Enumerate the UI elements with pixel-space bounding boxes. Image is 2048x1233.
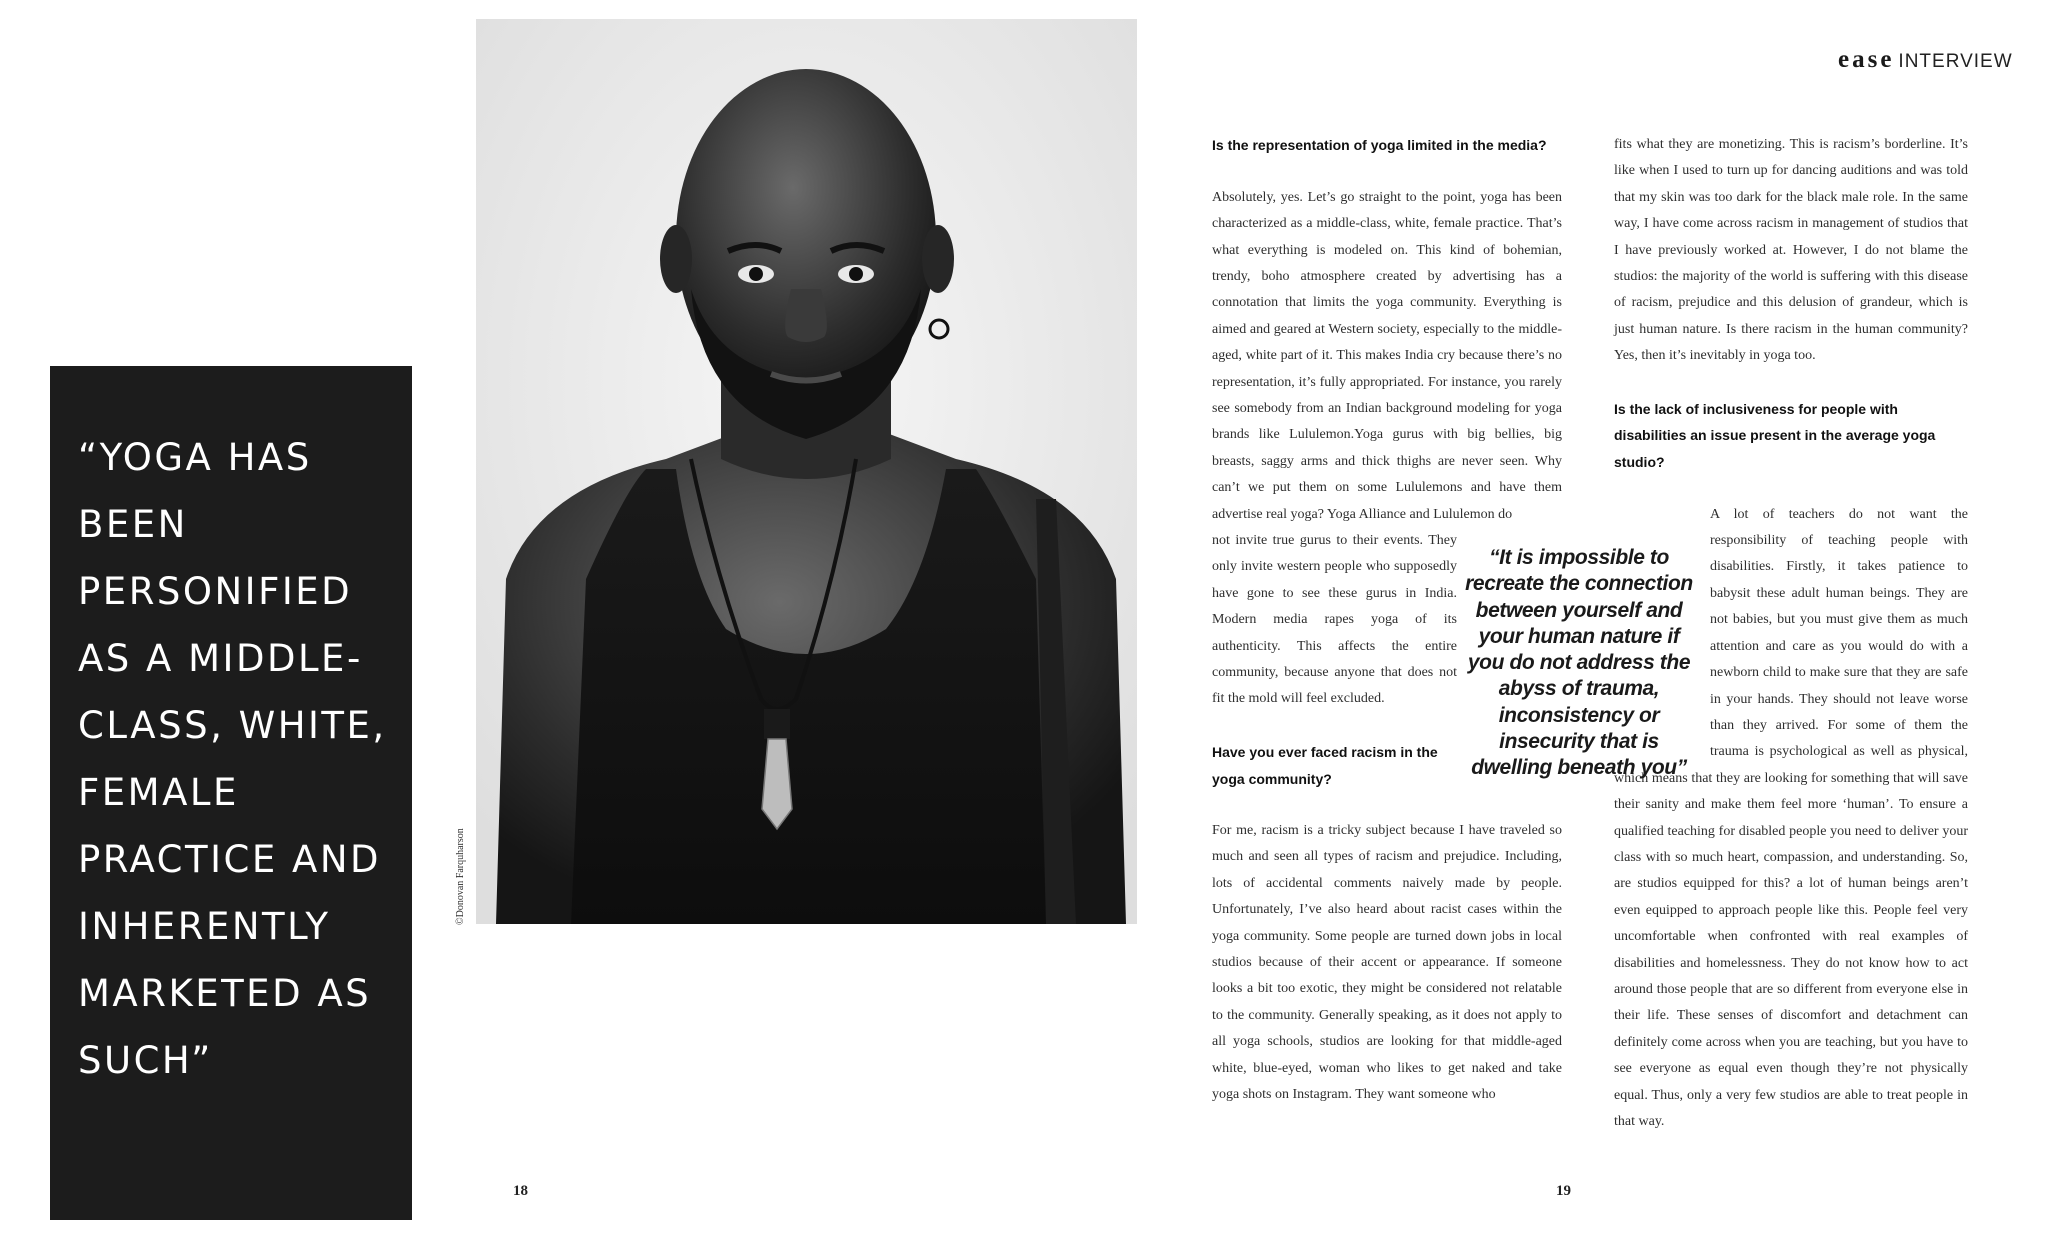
article-column-1-lower xyxy=(1212,818,1562,1108)
article-column-1-narrow xyxy=(1212,528,1457,792)
question-heading: Have you ever faced racism in the yoga community? xyxy=(1212,744,1438,787)
question-heading: Is the representation of yoga limited in the media? xyxy=(1212,137,1547,153)
section-label: INTERVIEW xyxy=(1898,51,2013,72)
answer-paragraph: A lot of teachers do not want the responsibility of teaching people with disabilities. Firstly, it takes patience to babysit these adult human beings. They are not babies, but you must give them as much attention and care as you would do with a newborn child to make sure that they are safe in your hands. They should not leave worse than they arrived. For some of them the trauma is psychological as well as physical, which means that they are looking for something that will save their sanity and make them feel more ‘human’. To ensure a qualified teaching for disabled people you need to deliver your class with so much heart, compassion, and understanding. So, are studios equipped for this? a lot of human beings aren’t even equipped to approach people like this. People feel very uncomfortable when confronted with real examples of disabilities and homelessness. They do not know how to act around those people that are so different from everyone else in their life. These senses of discomfort and detachment can definitely come across when you are teaching, but you have to see everyone as equal even though they’re not physically equal. Thus, only a very few studios are able to treat people in that way. xyxy=(1614,506,1968,1129)
feature-pull-quote: “YOGA HAS BEEN PERSONIFIED AS A MIDDLE-CLASS, WHITE, FEMALE PRACTICE AND INHERENTLY MARKETED AS SUCH” xyxy=(78,436,387,1082)
answer-paragraph: not invite true gurus to their events. They only invite western people who supposedly have gone to see these gurus in India. Modern media rapes yoga of its authenticity. This affects the entire community, because anyone that does not fit the mold will feel excluded. xyxy=(1212,533,1457,707)
magazine-header xyxy=(1838,46,2013,74)
photo-credit: ©Donovan Farquharson xyxy=(455,828,466,925)
question-heading: Is the lack of inclusiveness for people with disabilities an issue present in the average yoga studio? xyxy=(1614,401,1936,470)
brand-logo: ease xyxy=(1838,46,1895,73)
article-column-1 xyxy=(1212,132,1562,528)
page-number-right: 19 xyxy=(1556,1183,1571,1199)
article-pull-quote: “It is impossible to recreate the connection between yourself and your human nature if you do not address the abyss of trauma, inconsistency or insecurity that is dwelling beneath you” xyxy=(1465,546,1693,780)
answer-paragraph: Absolutely, yes. Let’s go straight to the point, yoga has been characterized as a middle-class, white, female practice. That’s what everything is modeled on. This kind of bohemian, trendy, boho atmosphere created by advertising has a connotation that limits the yoga community. Everything is aimed and geared at Western society, especially to the middle-aged, white part of it. This makes India cry because there’s no representation, it’s fully appropriated. For instance, you rarely see somebody from an Indian background modeling for yoga brands like Lululemon.Yoga gurus with big bellies, big breasts, saggy arms and thick thighs are never seen. Why can’t we put them on some Lululemons and have them advertise real yoga? Yoga Alliance and Lululemon do xyxy=(1212,189,1562,522)
answer-paragraph: fits what they are monetizing. This is racism’s borderline. It’s like when I used to turn up for dancing auditions and was told that my skin was too dark for the black male role. In the same way, I have come across racism in management of studios that I have previously worked at. However, I do not blame the studios: the majority of the world is suffering with this disease of racism, prejudice and this delusion of grandeur, which is just human nature. Is there racism in the human community? Yes, then it’s inevitably in yoga too. xyxy=(1614,137,1968,364)
pull-quote-panel xyxy=(50,366,412,1220)
portrait-photo xyxy=(476,19,1137,924)
answer-paragraph: For me, racism is a tricky subject because I have traveled so much and seen all types of racism and prejudice. Including, lots of accidental comments naively made by people. Unfortunately, I’ve also heard about racist cases within the yoga community. Some people are turned down jobs in local studios because of their accent or appearance. If someone looks a bit too exotic, they might be considered not relatable to the community. Generally speaking, as it does not apply to all yoga schools, studios are looking for that middle-aged white, blue-eyed, woman who likes to get naked and take yoga shots on Instagram. They want someone who xyxy=(1212,823,1562,1103)
portrait-image-icon xyxy=(476,19,1137,924)
page-number-left: 18 xyxy=(513,1183,528,1199)
